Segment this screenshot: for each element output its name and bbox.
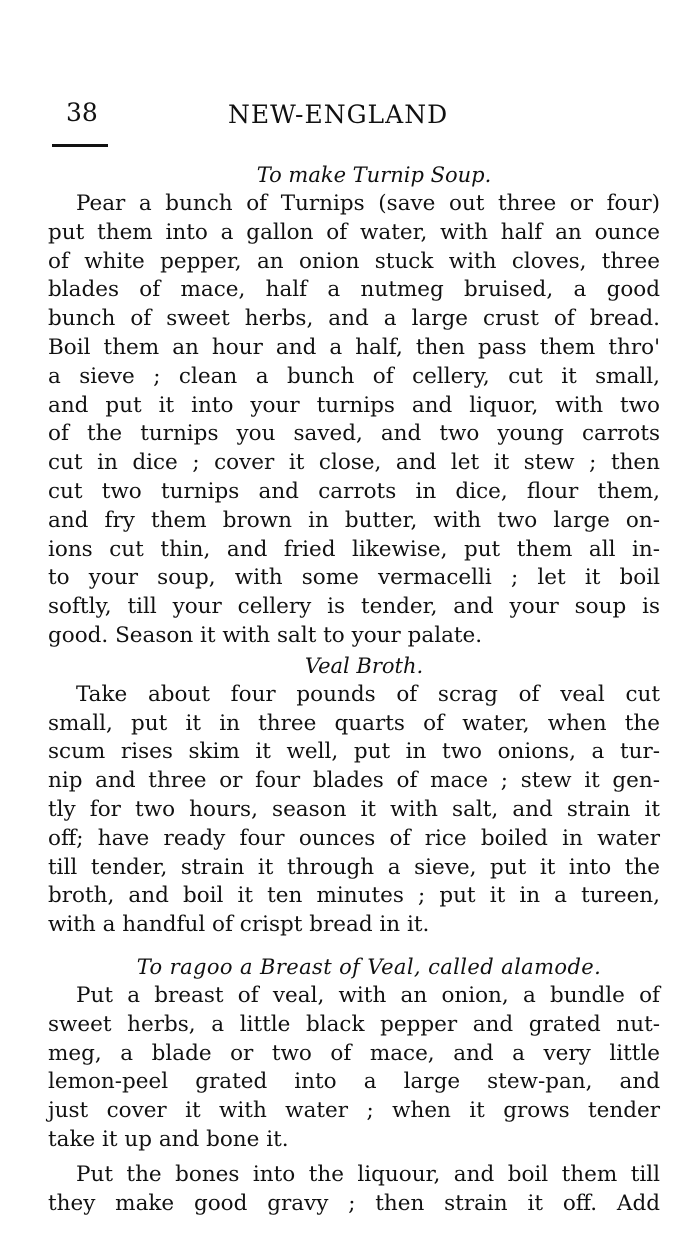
text-line: nip and three or four blades of mace ; stew it gen-: [48, 768, 660, 794]
text-line: Pear a bunch of Turnips (save out three or four): [76, 191, 660, 216]
text-line: of white pepper, an onion stuck with cloves, three: [48, 248, 660, 274]
text-line: cut in dice ; cover it close, and let it stew ; then: [48, 450, 660, 476]
text-line: blades of mace, half a nutmeg bruised, a good: [48, 277, 660, 303]
page-number: 38: [66, 98, 98, 127]
text-line: Take about four pounds of scrag of veal cut: [76, 681, 660, 707]
running-title: NEW-ENGLAND: [228, 100, 449, 129]
text-line: till tender, strain it through a sieve, put it into the: [48, 854, 660, 880]
text-line: off; have ready four ounces of rice boiled in water: [48, 825, 660, 851]
text-line: cut two turnips and carrots in dice, flour them,: [48, 478, 660, 504]
running-head: [62, 98, 662, 138]
recipe-paragraph-ragoo-2: [48, 1161, 660, 1219]
header-rule: [52, 144, 108, 147]
text-line: and put it into your turnips and liquor, with two: [48, 392, 660, 418]
recipe-heading-turnip-soup: To make Turnip Soup.: [256, 163, 492, 187]
recipe-paragraph-ragoo-1: [48, 982, 660, 1155]
text-line: scum rises skim it well, put in two onions, a tur-: [48, 739, 660, 765]
text-line: ions cut thin, and fried likewise, put them all in-: [48, 536, 660, 562]
text-line: Boil them an hour and a half, then pass them thro': [48, 334, 660, 360]
text-line: broth, and boil it ten minutes ; put it in a tureen,: [48, 883, 660, 909]
text-line: bunch of sweet herbs, and a large crust of bread.: [48, 306, 660, 332]
recipe-paragraph-veal-broth: [48, 681, 660, 940]
recipe-paragraph-turnip-soup: [48, 190, 660, 651]
text-line: Put a breast of veal, with an onion, a bundle of: [76, 982, 660, 1008]
text-line: meg, a blade or two of mace, and a very little: [48, 1040, 660, 1066]
recipe-heading-veal-broth: Veal Broth.: [304, 653, 424, 678]
page-body: [48, 160, 660, 1218]
text-line: lemon-peel grated into a large stew-pan, and: [48, 1069, 660, 1095]
text-line: of the turnips you saved, and two young carrots: [48, 421, 660, 447]
text-line: small, put it in three quarts of water, when the: [48, 710, 660, 736]
text-line: put them into a gallon of water, with half an ounce: [48, 219, 660, 245]
text-line: a sieve ; clean a bunch of cellery, cut it small,: [48, 363, 660, 389]
text-line: just cover it with water ; when it grows tender: [48, 1098, 660, 1124]
text-line: to your soup, with some vermacelli ; let it boil: [48, 565, 660, 591]
text-line: and fry them brown in butter, with two large on-: [48, 507, 660, 533]
text-line: they make good gravy ; then strain it off. Add: [48, 1190, 660, 1216]
text-line: good. Season it with salt to your palate.: [48, 622, 483, 648]
text-line: softly, till your cellery is tender, and your soup is: [48, 594, 660, 620]
recipe-heading-ragoo-breast-of-veal: To ragoo a Breast of Veal, called alamode.: [136, 954, 602, 979]
text-line: Put the bones into the liquour, and boil them till: [76, 1161, 660, 1187]
text-line: with a handful of crispt bread in it.: [48, 912, 430, 938]
text-line: sweet herbs, a little black pepper and grated nut-: [48, 1011, 660, 1037]
text-line: take it up and bone it.: [48, 1126, 289, 1152]
text-line: tly for two hours, season it with salt, and strain it: [48, 796, 660, 822]
